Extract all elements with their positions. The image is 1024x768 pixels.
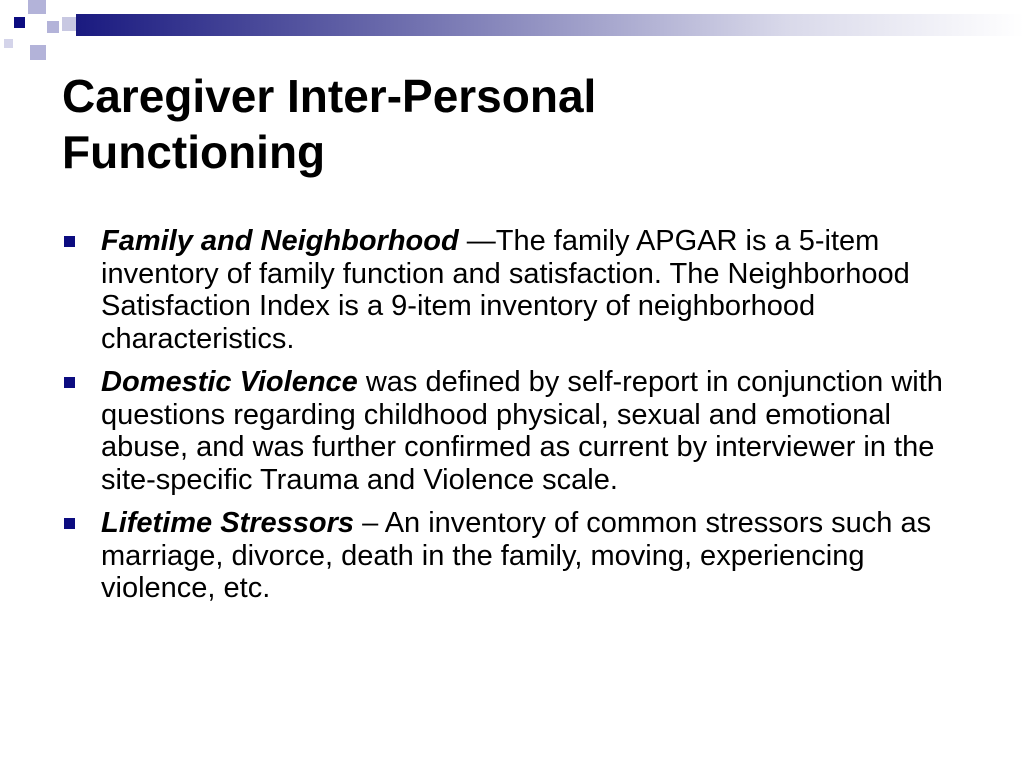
square-bullet-icon	[64, 236, 75, 247]
header-gradient-band	[76, 14, 1024, 36]
bullet-domestic-violence	[62, 366, 962, 496]
square-bullet-icon	[64, 518, 75, 529]
bullet-text: was defined by self-report in conjunction with questions regarding childhood physical, sexual and emotional abuse, and was further confirmed as current by interviewer in the site-specific Trauma and Violence scale.	[101, 366, 943, 496]
slide-title-line-2: Functioning	[62, 126, 326, 178]
deco-square-navy	[14, 17, 25, 28]
deco-square-lavender-low	[30, 45, 46, 60]
deco-square-lavender-top	[28, 0, 46, 14]
deco-square-lavender-mid	[47, 21, 59, 33]
bullet-list	[62, 225, 962, 616]
bullet-family-neighborhood	[62, 225, 962, 355]
slide-title-line-1: Caregiver Inter-Personal	[62, 70, 597, 122]
bullet-term: Lifetime Stressors	[101, 507, 355, 539]
slide-title	[62, 68, 962, 180]
bullet-text: – An inventory of common stressors such as marriage, divorce, death in the family, moving, experiencing violence, etc.	[101, 507, 932, 604]
bullet-text: —The family APGAR is a 5-item inventory of family function and satisfaction. The Neighborhood Satisfaction Index is a 9-item inventory of neighborhood characteristics.	[101, 225, 910, 355]
bullet-term: Family and Neighborhood	[101, 225, 459, 257]
deco-square-lavender-small	[4, 39, 13, 48]
bullet-term: Domestic Violence	[101, 366, 358, 398]
bullet-lifetime-stressors	[62, 507, 962, 605]
deco-square-lavender-right	[62, 17, 76, 31]
square-bullet-icon	[64, 377, 75, 388]
header-decoration	[0, 0, 1024, 70]
